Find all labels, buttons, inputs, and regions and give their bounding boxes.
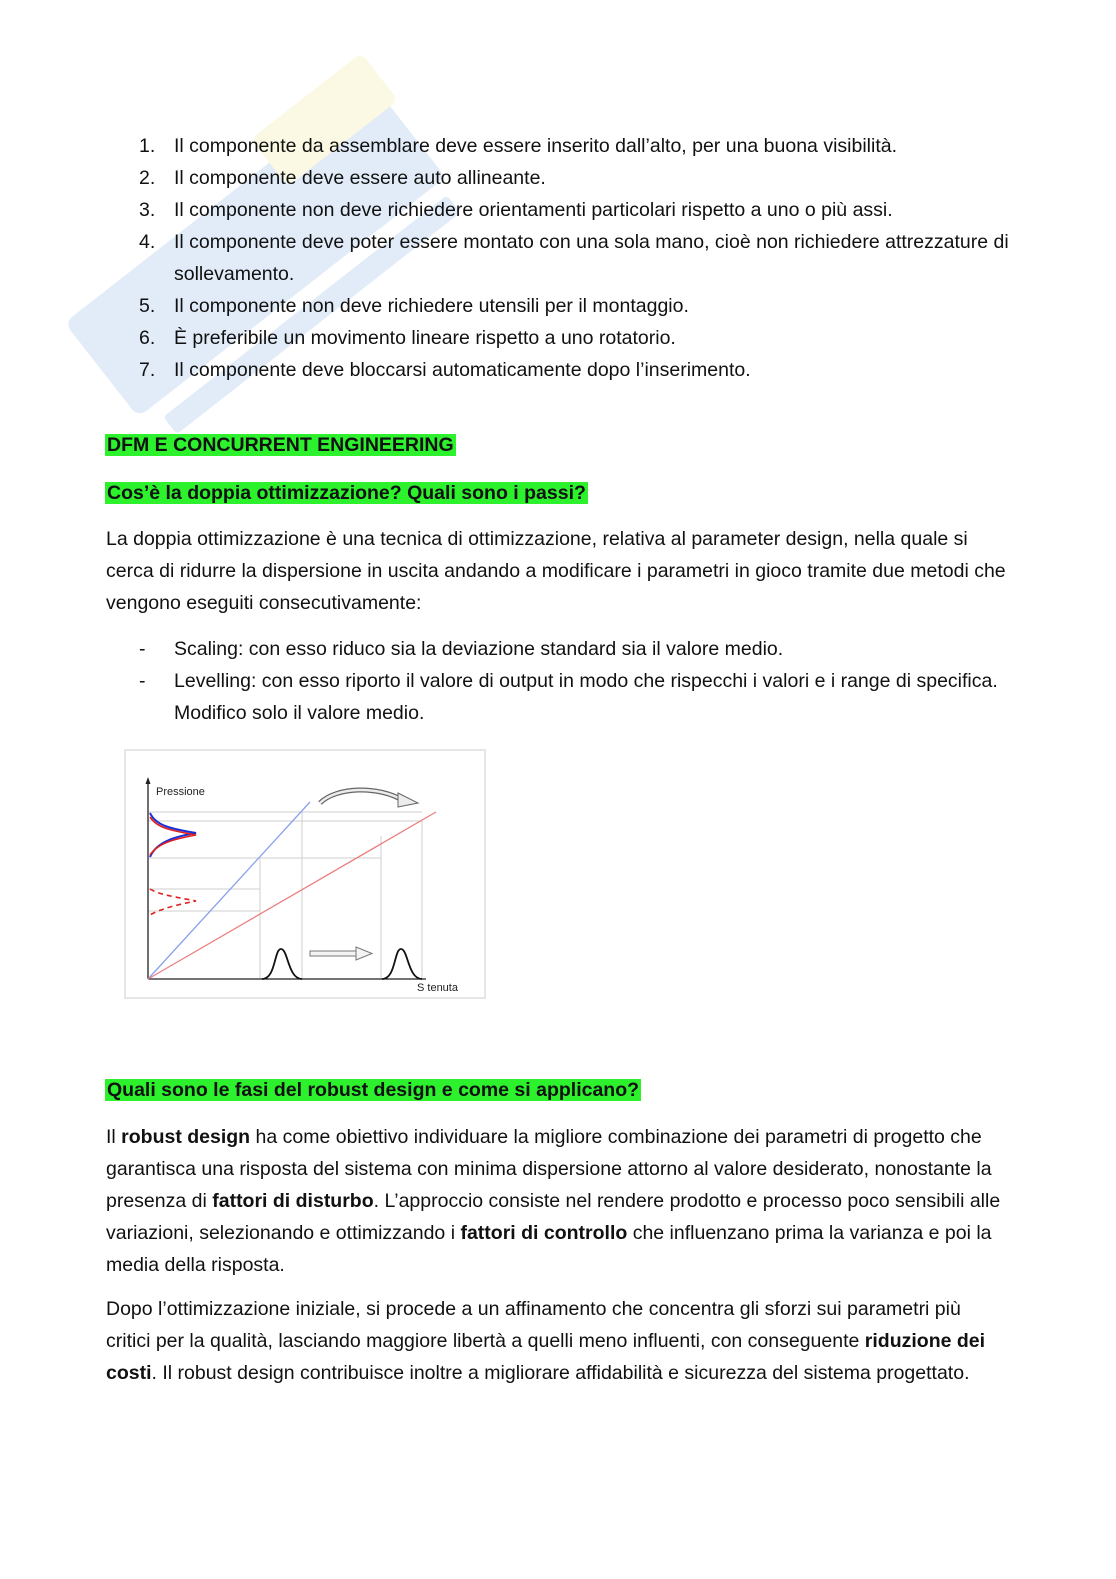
list-item-scaling: - Scaling: con esso riduco sia la deviazione standard sia il valore medio. [139, 638, 784, 660]
blue-distribution [150, 813, 196, 857]
dash-list [139, 633, 1009, 729]
figure-diagram [126, 751, 484, 997]
bell-curve-right [382, 949, 422, 979]
paragraph-refinement: Dopo l’ottimizzazione iniziale, si procede a un affinamento che concentra gli sforzi sui parametri più critici per la qualità, lasciando maggiore libertà a quelli meno influenti, con conseguente riduzione dei costi. Il robust design contribuisce inoltre a migliorare affidabilità e sicurezza del sistema progettato. [106, 1298, 986, 1384]
red-line [148, 812, 436, 979]
paragraph-robust-design: Il robust design ha come obiettivo individuare la migliore combinazione dei parametri di progetto che garantisca una risposta del sistema con minima dispersione attorno al valore desiderato, nonostante la presenza di fattori di disturbo. L’approccio consiste nel rendere prodotto e processo poco sensibili alle variazioni, selezionando e ottimizzando i fattori di controllo che influenzano prima la varianza e poi la media della risposta. [106, 1126, 1001, 1276]
numbered-list [139, 130, 1019, 386]
question-heading-double-optimization: Cos’è la doppia ottimizzazione? Quali sono i passi? [107, 482, 586, 504]
list-item: 6. È preferibile un movimento lineare rispetto a uno rotatorio. [139, 327, 676, 349]
figure-axes [148, 781, 426, 979]
y-axis-arrow-icon [146, 777, 151, 784]
x-axis-label: S tenuta [417, 982, 458, 994]
list-item: 3. Il componente non deve richiedere orientamenti particolari rispetto a uno o più assi. [139, 199, 893, 221]
list-item: 5. Il componente non deve richiedere utensili per il montaggio. [139, 295, 689, 317]
list-item: 2. Il componente deve essere auto allineante. [139, 167, 546, 189]
list-item-levelling: - Levelling: con esso riporto il valore di output in modo che rispecchi i valori e i range di specifica. Modifico solo il valore medio. [139, 670, 998, 724]
paragraph-double-optimization: La doppia ottimizzazione è una tecnica di ottimizzazione, relativa al parameter design, nella quale si cerca di ridurre la dispersione in uscita andando a modificare i parametri in gioco tramite due metodi che vengono eseguiti consecutivamente: [106, 528, 1006, 614]
list-item: 7. Il componente deve bloccarsi automaticamente dopo l’inserimento. [139, 359, 751, 381]
shift-arrow-icon [310, 947, 372, 960]
y-axis-label: Pressione [156, 786, 205, 798]
bell-curve-left [262, 949, 302, 979]
question-heading-robust-design: Quali sono le fasi del robust design e come si applicano? [107, 1079, 640, 1101]
red-distribution [150, 817, 196, 855]
double-optimization-figure [124, 749, 486, 999]
list-item: 1. Il componente da assemblare deve essere inserito dall’alto, per una buona visibilità. [139, 135, 898, 157]
section-heading: DFM E CONCURRENT ENGINEERING [107, 434, 454, 456]
list-item: 4. Il componente deve poter essere montato con una sola mano, cioè non richiedere attrezzature di sollevamento. [139, 231, 1009, 285]
curved-arrow-icon [320, 790, 418, 807]
